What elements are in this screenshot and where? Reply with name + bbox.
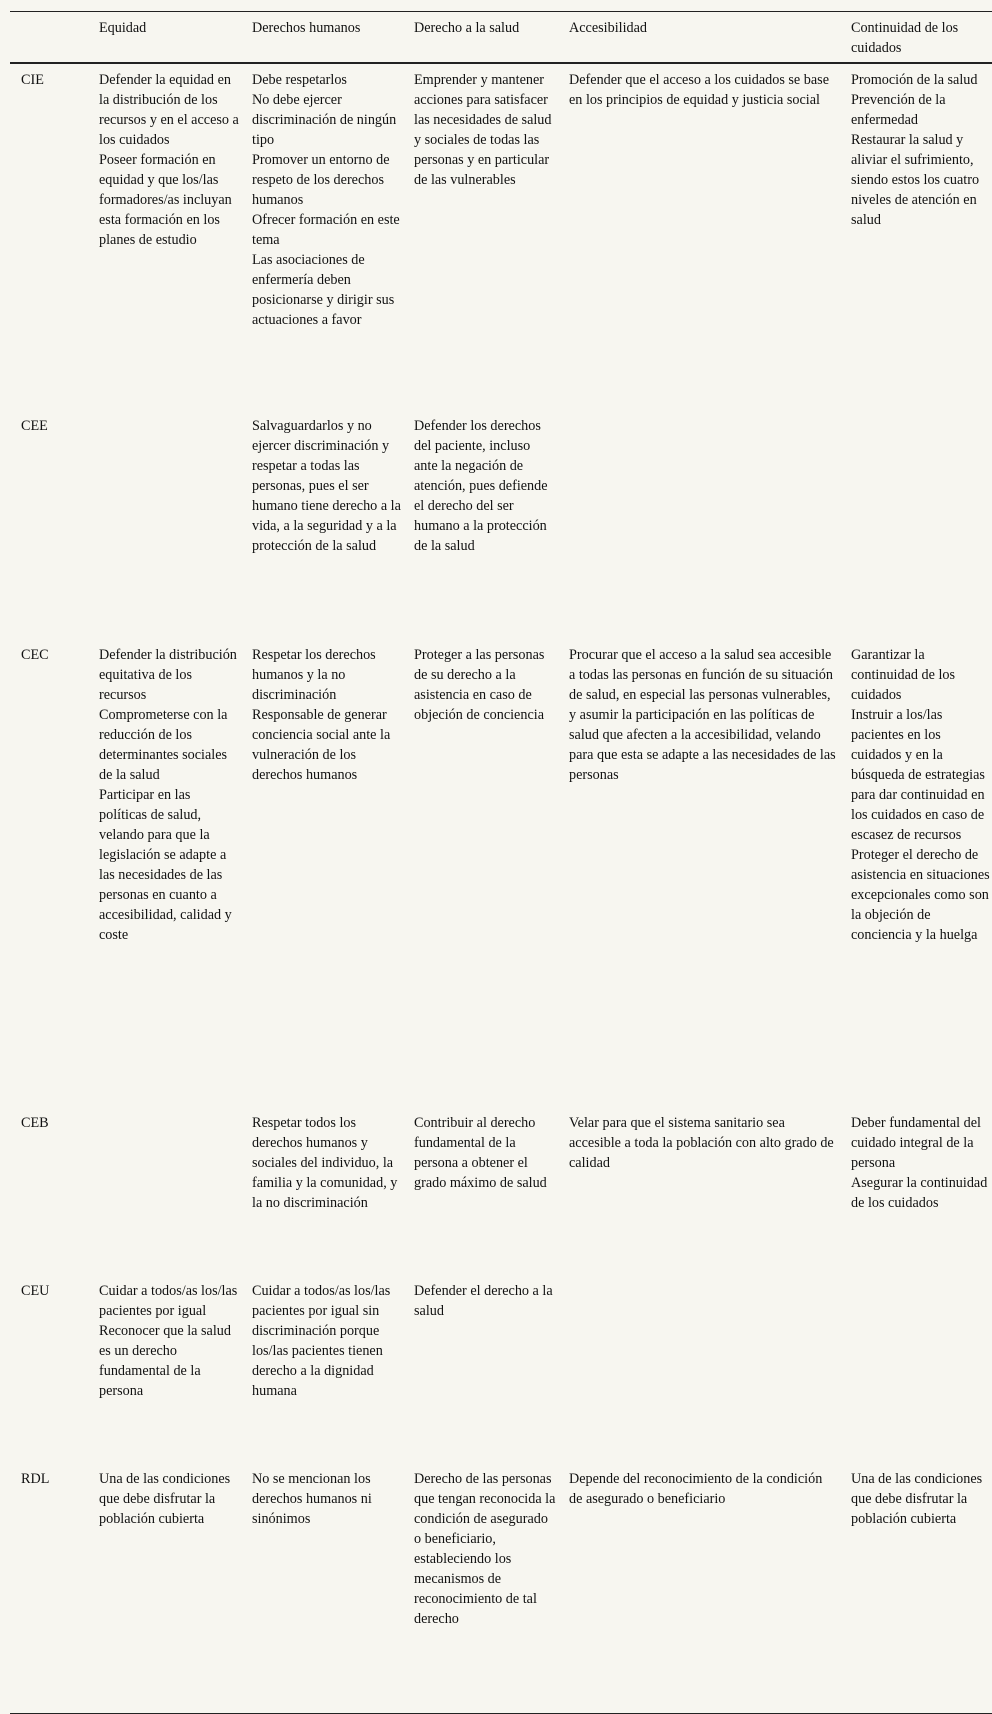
cell-derechos-humanos (252, 1275, 414, 1463)
cell-line: Debe respetarlos (252, 72, 347, 88)
cell-line: Una de las condiciones que debe disfrutar la población cubierta (851, 1471, 983, 1527)
cell-accesibilidad (569, 639, 851, 1107)
cell-derecho-salud (414, 410, 569, 639)
cell-line: Proteger el derecho de asistencia en situaciones excepcionales como son la objeción de conciencia y la huelga (851, 847, 990, 943)
cell-line: Restaurar la salud y aliviar el sufrimiento, siendo estos los cuatro niveles de atención en salud (851, 132, 980, 228)
table-row-cee (10, 410, 992, 639)
cell-line: Garantizar la continuidad de los cuidados (851, 647, 956, 703)
cell-continuidad (851, 639, 992, 1107)
cell-derecho-salud (414, 639, 569, 1107)
cell-accesibilidad (569, 410, 851, 639)
cell-derecho-salud (414, 1275, 569, 1463)
cell-equidad (99, 639, 252, 1107)
cell-line: Emprender y mantener acciones para satisfacer las necesidades de salud y sociales de todas las personas y en particular de las vulnerables (414, 72, 552, 188)
cell-line: Depende del reconocimiento de la condición de asegurado o beneficiario (569, 1471, 823, 1507)
cell-accesibilidad (569, 1463, 851, 1714)
cell-equidad (99, 1275, 252, 1463)
comparison-table (10, 11, 992, 1714)
cell-line: Procurar que el acceso a la salud sea accesible a todas las personas en función de su situación de salud, en especial las personas vulnerables, y asumir la participación en las políticas de salud que afecten a la accesibilidad, velando para que esta se adapte a las necesidades de las personas (569, 647, 836, 783)
cell-line: Defender la distribución equitativa de los recursos (99, 647, 237, 703)
cell-line: Instruir a los/las pacientes en los cuidados y en la búsqueda de estrategias para dar continuidad en los cuidados en caso de escasez de recursos (851, 707, 985, 843)
cell-derechos-humanos (252, 1107, 414, 1275)
cell-line: Una de las condiciones que debe disfrutar la población cubierta (99, 1471, 231, 1527)
header-cell-derechos-humanos: Derechos humanos (252, 20, 361, 36)
cell-line: Cuidar a todos/as los/las pacientes por igual (99, 1283, 238, 1319)
cell-line: Defender el derecho a la salud (414, 1283, 553, 1319)
cell-line: Salvaguardarlos y no ejercer discriminación y respetar a todas las personas, pues el ser humano tiene derecho a la vida, a la seguridad y a la protección de la salud (252, 418, 401, 554)
header-cell-blank (10, 12, 99, 64)
cell-continuidad (851, 63, 992, 410)
cell-accesibilidad (569, 1107, 851, 1275)
cell-continuidad (851, 1107, 992, 1275)
cell-continuidad (851, 1463, 992, 1714)
cell-line: Promover un entorno de respeto de los derechos humanos (252, 152, 390, 208)
table-row-cec (10, 639, 992, 1107)
table-row-cie (10, 63, 992, 410)
cell-line: Ofrecer formación en este tema (252, 212, 400, 248)
row-code: RDL (21, 1471, 50, 1487)
cell-equidad (99, 410, 252, 639)
table-row-ceu (10, 1275, 992, 1463)
cell-line: Proteger a las personas de su derecho a la asistencia en caso de objeción de conciencia (414, 647, 545, 723)
cell-line: Prevención de la enfermedad (851, 92, 946, 128)
cell-accesibilidad (569, 1275, 851, 1463)
cell-derechos-humanos (252, 410, 414, 639)
cell-accesibilidad (569, 63, 851, 410)
row-code: CEB (21, 1115, 49, 1131)
table-header (10, 12, 992, 64)
cell-derechos-humanos (252, 639, 414, 1107)
cell-derecho-salud (414, 63, 569, 410)
cell-derecho-salud (414, 1463, 569, 1714)
cell-line: Deber fundamental del cuidado integral de la persona (851, 1115, 981, 1171)
header-row (10, 12, 992, 64)
table-row-ceb (10, 1107, 992, 1275)
cell-line: Cuidar a todos/as los/las pacientes por igual sin discriminación porque los/las pacientes tienen derecho a la dignidad humana (252, 1283, 391, 1399)
cell-line: Contribuir al derecho fundamental de la persona a obtener el grado máximo de salud (414, 1115, 547, 1191)
cell-line: Las asociaciones de enfermería deben posicionarse y dirigir sus actuaciones a favor (252, 252, 395, 328)
cell-line: Defender que el acceso a los cuidados se base en los principios de equidad y justicia social (569, 72, 829, 108)
cell-line: Respetar todos los derechos humanos y sociales del individuo, la familia y la comunidad, y la no discriminación (252, 1115, 398, 1211)
cell-line: No debe ejercer discriminación de ningún tipo (252, 92, 397, 148)
header-cell-derecho-salud: Derecho a la salud (414, 20, 520, 36)
cell-line: Reconocer que la salud es un derecho fundamental de la persona (99, 1323, 231, 1399)
cell-derecho-salud (414, 1107, 569, 1275)
cell-continuidad (851, 410, 992, 639)
cell-line: Defender los derechos del paciente, incluso ante la negación de atención, pues defiende el derecho del ser humano a la protección de la salud (414, 418, 548, 554)
row-code: CEU (21, 1283, 50, 1299)
cell-line: Derecho de las personas que tengan reconocida la condición de asegurado o beneficiario, estableciendo los mecanismos de reconocimiento de tal derecho (414, 1471, 556, 1627)
row-code: CEE (21, 418, 48, 434)
row-code: CIE (21, 72, 44, 88)
cell-derechos-humanos (252, 1463, 414, 1714)
header-cell-equidad: Equidad (99, 20, 147, 36)
cell-continuidad (851, 1275, 992, 1463)
cell-equidad (99, 63, 252, 410)
cell-line: Comprometerse con la reducción de los determinantes sociales de la salud (99, 707, 228, 783)
cell-line: Asegurar la continuidad de los cuidados (851, 1175, 988, 1211)
cell-line: Responsable de generar conciencia social ante la vulneración de los derechos humanos (252, 707, 391, 783)
cell-line: Poseer formación en equidad y que los/las formadores/as incluyan esta formación en los planes de estudio (99, 152, 232, 248)
cell-line: Promoción de la salud (851, 72, 978, 88)
cell-line: Defender la equidad en la distribución de los recursos y en el acceso a los cuidados (99, 72, 239, 148)
table-row-rdl (10, 1463, 992, 1714)
header-cell-accesibilidad: Accesibilidad (569, 20, 648, 36)
cell-line: No se mencionan los derechos humanos ni sinónimos (252, 1471, 372, 1527)
cell-line: Respetar los derechos humanos y la no discriminación (252, 647, 376, 703)
cell-equidad (99, 1107, 252, 1275)
header-cell-continuidad: Continuidad de los cuidados (851, 20, 959, 56)
table-body (10, 63, 992, 1714)
cell-equidad (99, 1463, 252, 1714)
row-code: CEC (21, 647, 49, 663)
cell-line: Velar para que el sistema sanitario sea accesible a toda la población con alto grado de calidad (569, 1115, 834, 1171)
cell-line: Participar en las políticas de salud, velando para que la legislación se adapte a las necesidades de las personas en cuanto a accesibilidad, calidad y coste (99, 787, 232, 943)
cell-derechos-humanos (252, 63, 414, 410)
